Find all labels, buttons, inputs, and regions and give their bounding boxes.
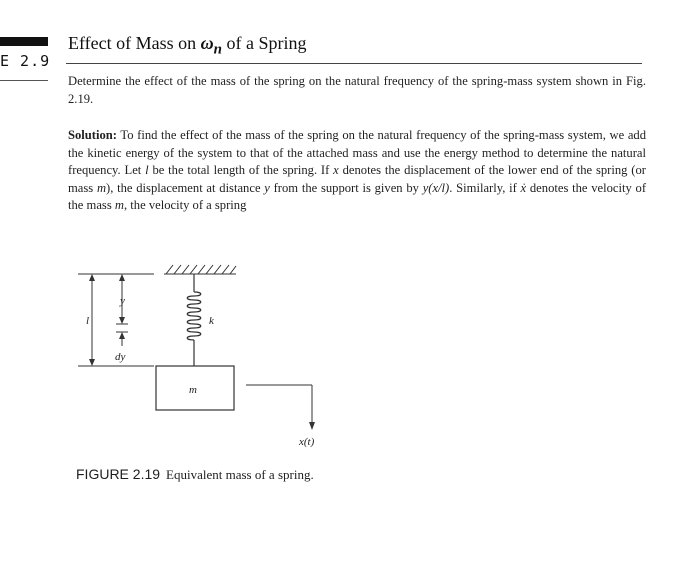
position-dimension-y <box>116 274 128 346</box>
spring-mass-diagram <box>70 258 340 458</box>
title-suffix: of a Spring <box>222 33 307 53</box>
example-title <box>68 33 307 59</box>
example-number-underline <box>0 80 48 81</box>
title-omega-symbol: ω <box>200 33 214 53</box>
displacement-label-xt: x(t) <box>299 436 315 448</box>
title-subscript: n <box>213 41 223 58</box>
figure-caption-text: Equivalent mass of a spring. <box>166 467 314 482</box>
solution-paragraph <box>68 127 646 215</box>
solution-text: , the velocity of a spring <box>123 198 247 212</box>
position-label-y: y <box>120 295 125 307</box>
var-m: m <box>114 198 124 212</box>
var-x: x <box>333 163 339 177</box>
element-label-dy: dy <box>115 351 126 363</box>
displacement-indicator <box>246 385 315 430</box>
ceiling-support <box>164 265 236 274</box>
title-rule <box>66 63 642 64</box>
solution-text: denotes the velocity of the mass <box>68 180 647 212</box>
mass-label-m: m <box>189 384 197 396</box>
var-l: l <box>145 163 149 177</box>
figure-spring-mass <box>70 258 340 458</box>
solution-text: be the total length of the spring. If <box>148 163 334 177</box>
example-number: E 2.9 <box>0 52 51 70</box>
spring-label-k: k <box>209 315 214 327</box>
length-dimension-l <box>89 274 95 366</box>
solution-text: denotes the displacement of the lower end of the spring (or mass <box>68 163 646 195</box>
example-marker-bar <box>0 37 48 46</box>
solution-text: . Similarly, if <box>449 180 521 195</box>
problem-statement: Determine the effect of the mass of the spring on the natural frequency of the spring-mass system shown in Fig. 2.19. <box>68 74 646 106</box>
figure-caption <box>76 465 326 484</box>
var-y: y <box>264 180 270 195</box>
solution-text: ), the displacement at distance <box>106 180 265 195</box>
expr-y-x-over-l: y(x/l) <box>422 180 450 195</box>
solution-lead: Solution: <box>68 128 117 142</box>
var-m: m <box>96 180 107 195</box>
length-label-l: l <box>86 315 90 327</box>
spring-coil <box>187 274 201 366</box>
solution-text: from the support is given by <box>269 180 423 195</box>
figure-number: FIGURE 2.19 <box>76 466 161 482</box>
solution-text: To find the effect of the mass of the spring on the natural frequency of the spring-mass system, we add the kinetic energy of the system to that of the attached mass and use the energy method to determine the natural frequency. Let <box>68 128 646 177</box>
var-x-dot: ẋ <box>520 180 527 195</box>
title-prefix: Effect of Mass on <box>68 33 201 53</box>
